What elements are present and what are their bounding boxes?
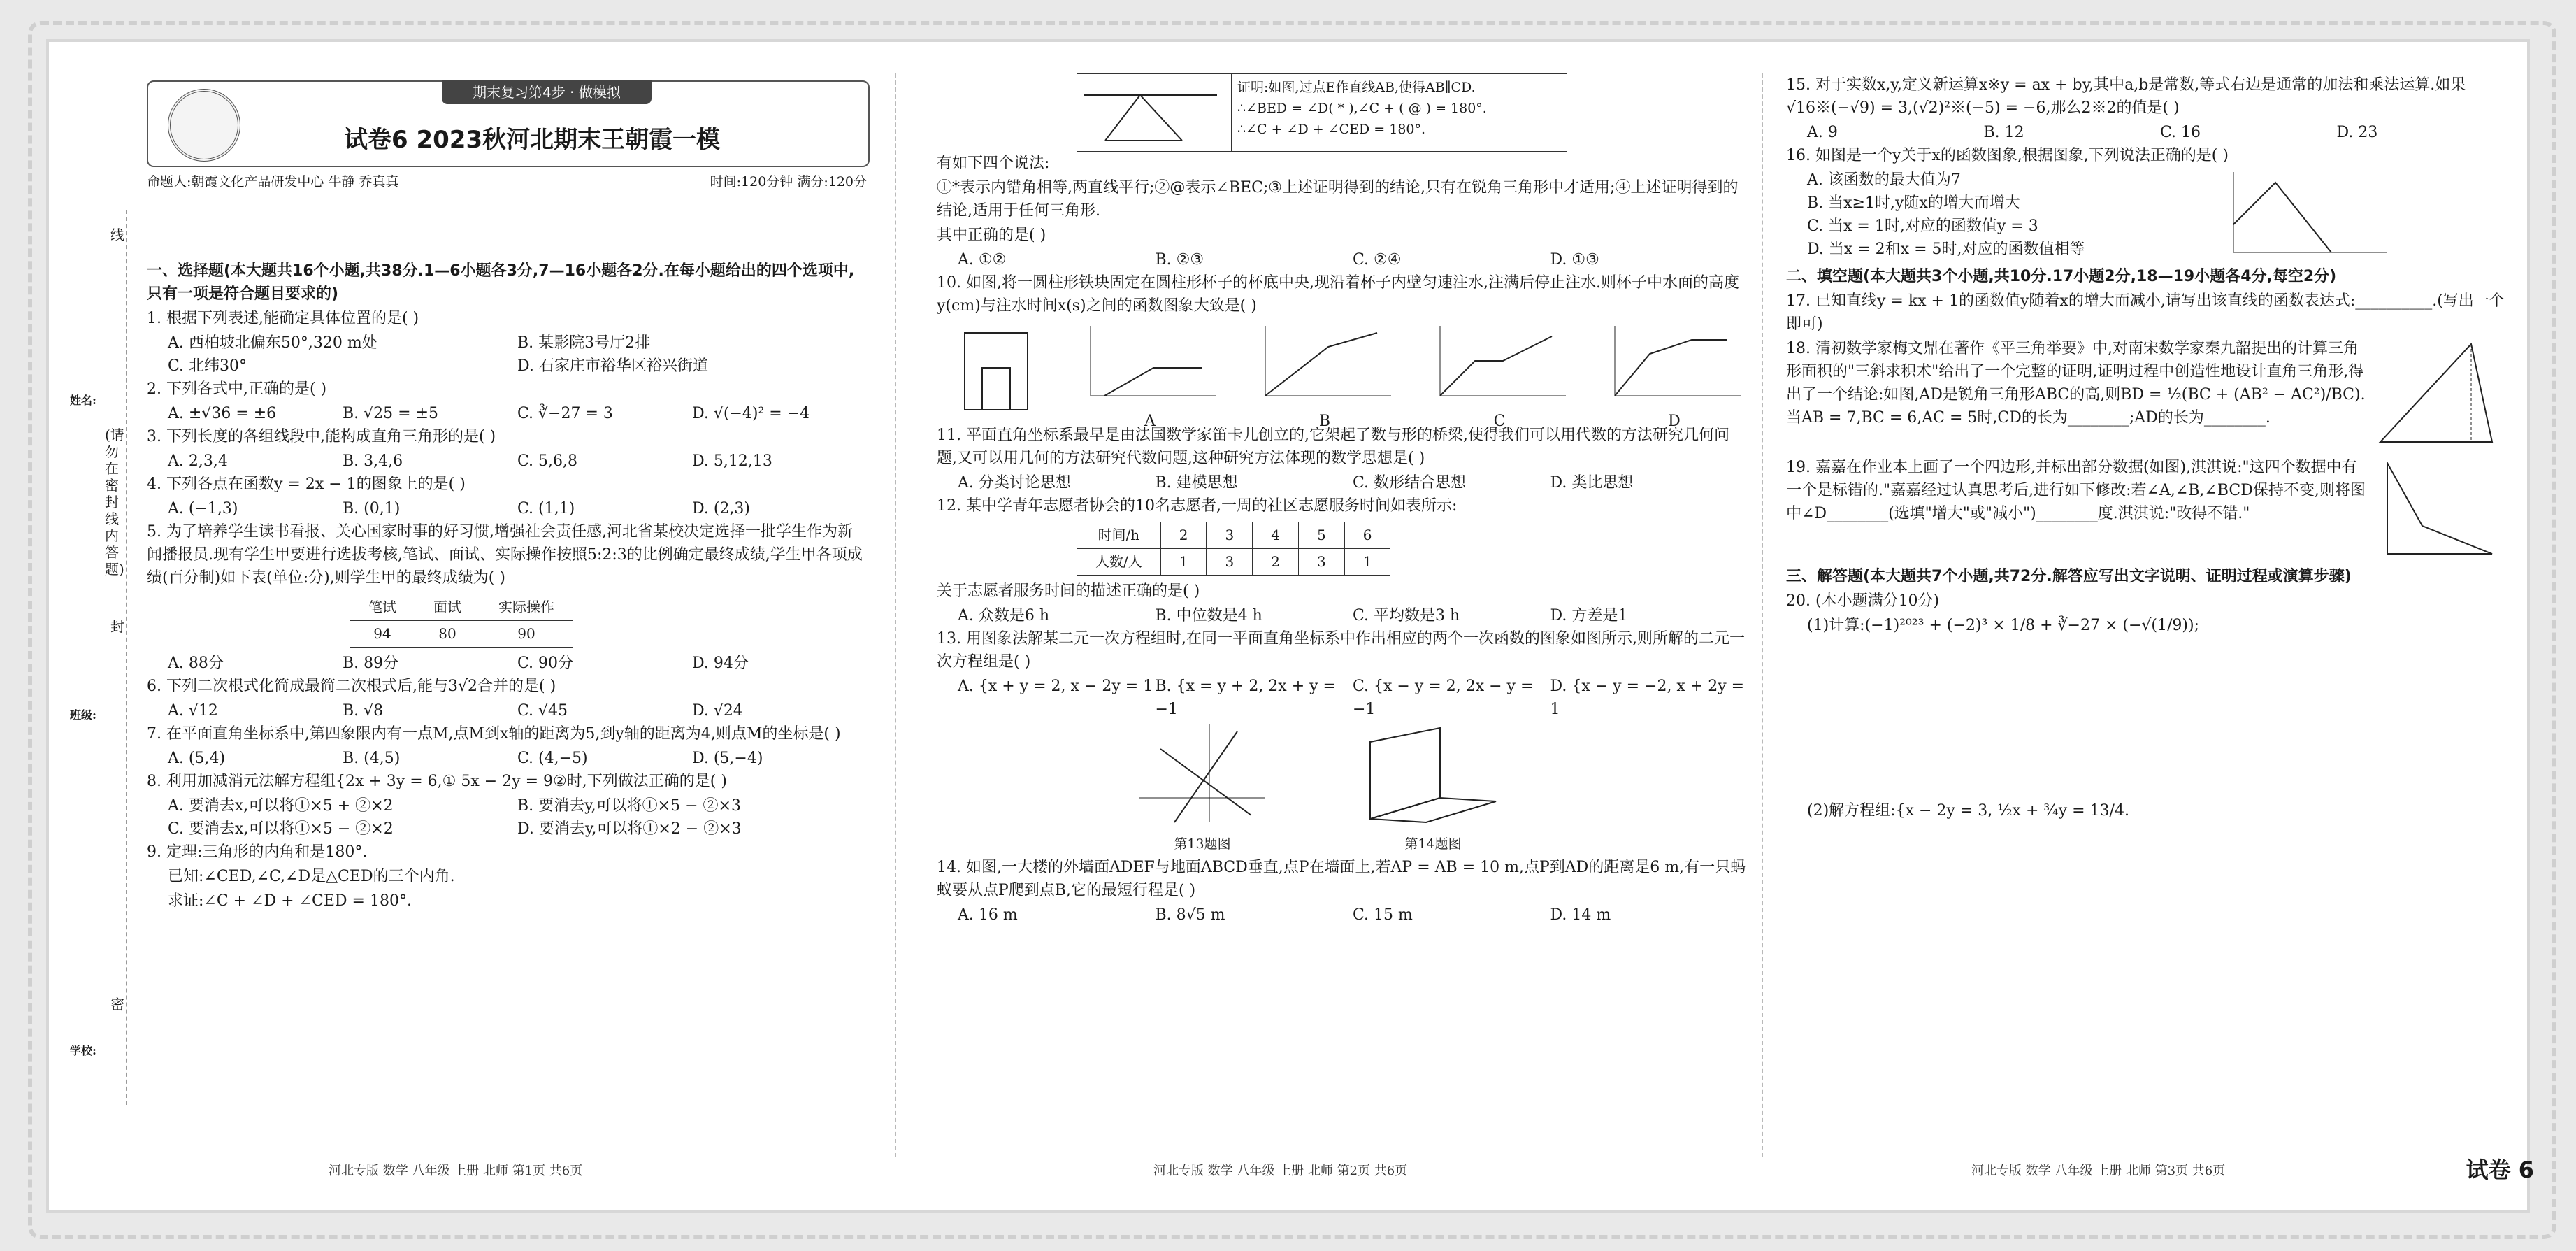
column-divider: [1762, 73, 1763, 1157]
option[interactable]: B. 89分: [343, 655, 399, 672]
options: [168, 402, 867, 425]
volunteer-table: [1077, 522, 1390, 576]
question-6: 6. 下列二次根式化简成最简二次根式后,能与3√2合并的是( ): [147, 678, 556, 695]
section-heading: 一、选择题(本大题共16个小题,共38分.1—6小题各3分,7—16小题各2分.在每小题给出的四个选项中,只有一项是符合题目要求的): [147, 262, 855, 303]
graph-option[interactable]: [1251, 319, 1398, 430]
graph-label: C: [1493, 413, 1506, 430]
option[interactable]: A. 该函数的最大值为7: [1807, 171, 1961, 189]
question-13: 13. 用图象法解某二元一次方程组时,在同一平面直角坐标系中作出相应的两个一次函数的图象如图所示,则所解的二元一次方程组是( ): [937, 630, 1745, 671]
option[interactable]: B. (0,1): [343, 500, 401, 517]
option[interactable]: A. ±√36 = ±6: [168, 405, 277, 422]
option[interactable]: B. 12: [1983, 124, 2024, 141]
option[interactable]: B. 3,4,6: [343, 452, 403, 470]
title-box: [147, 80, 870, 167]
option[interactable]: D. 要消去y,可以将①×2 − ②×3: [517, 820, 742, 838]
option[interactable]: D. 23: [2336, 124, 2378, 141]
triangle-figure: [1077, 74, 1231, 151]
graph-label: A: [1144, 413, 1156, 430]
option[interactable]: C. ∛−27 = 3: [517, 405, 613, 422]
option[interactable]: B. 当x≥1时,y随x的增大而增大: [1807, 194, 2020, 212]
option[interactable]: C. 90分: [517, 655, 574, 672]
option[interactable]: A. (−1,3): [168, 500, 238, 517]
answer-space[interactable]: [1786, 638, 2513, 799]
time-score: 时间:120分钟 满分:120分: [710, 174, 867, 190]
option[interactable]: A. 9: [1807, 124, 1838, 141]
option[interactable]: B. 要消去y,可以将①×5 − ②×3: [517, 797, 741, 815]
option[interactable]: A. 西柏坡北偏东50°,320 m处: [168, 334, 377, 352]
table-cell: 实际操作: [480, 594, 573, 621]
option[interactable]: D. √(−4)² = −4: [692, 405, 810, 422]
option[interactable]: B. 某影院3号厅2排: [517, 334, 651, 352]
column-divider: [895, 73, 896, 1157]
page-footer-2: 河北专版 数学 八年级 上册 北师 第2页 共6页: [1153, 1164, 1408, 1178]
column-1: [147, 255, 867, 914]
proof-box: [1077, 73, 1567, 152]
option[interactable]: C. 5,6,8: [517, 452, 578, 470]
figure-caption: 第13题图: [1174, 836, 1231, 852]
table-cell: 2: [1253, 549, 1299, 576]
question-5: 5. 为了培养学生读书看报、关心国家时事的好习惯,增强社会责任感,河北省某校决定选择一批学生作为新闻播报员.现有学生甲要进行选拔考核,笔试、面试、实际操作按照5:2:3的比例确定最终成绩,学生甲各项成绩(百分制)如下表(单位:分),则学生甲的最终成绩为( ): [147, 523, 863, 587]
meta-row: [147, 171, 867, 190]
options: [168, 794, 867, 841]
option[interactable]: A. 众数是6 h: [958, 607, 1050, 624]
option[interactable]: D. 石家庄市裕华区裕兴街道: [517, 357, 708, 375]
table-cell: 80: [415, 621, 480, 648]
paper-number: 试卷 6: [2466, 1157, 2534, 1183]
seal-close-label: 密: [110, 996, 124, 1013]
question-18: 18. 清初数学家梅文鼎在著作《平三角举要》中,对南宋数学家秦九韶提出的计算三角形面积的"三斜求积术"给出了一个完整的证明,证明过程中创造性地设计直角三角形,得出了一个结论:如图,AD是锐角三角形ABC的高,则BD = ½(BC + (AB² − AC²)/BC).当AB = 7,BC = 6,AC = 5时,CD的长为________;AD的长为________.: [1786, 340, 2366, 427]
option[interactable]: B. 中位数是4 h: [1155, 607, 1262, 624]
proof-line: ∴∠BED = ∠D( * ),∠C + ( @ ) = 180°.: [1237, 101, 1487, 116]
option[interactable]: A. 88分: [168, 655, 224, 672]
seal-seal-label: 封: [110, 618, 124, 635]
options: [1807, 121, 2513, 144]
table-cell: 3: [1207, 522, 1253, 549]
option[interactable]: D. √24: [692, 702, 743, 720]
option[interactable]: C. 数形结合思想: [1353, 474, 1467, 492]
graph-option[interactable]: [1426, 319, 1573, 430]
q16-graph: [2219, 169, 2394, 259]
option[interactable]: C. 平均数是3 h: [1353, 607, 1460, 624]
figures-13-14: [1132, 721, 1748, 856]
table-cell: 90: [480, 621, 573, 648]
option[interactable]: D. (2,3): [692, 500, 750, 517]
seal-line-label: 线: [110, 227, 124, 243]
option[interactable]: B. 8√5 m: [1155, 906, 1225, 924]
question-3: 3. 下列长度的各组线段中,能构成直角三角形的是( ): [147, 428, 496, 445]
question-7: 7. 在平面直角坐标系中,第四象限内有一点M,点M到x轴的距离为5,到y轴的距离为4,则点M的坐标是( ): [147, 725, 841, 743]
question-8: 8. 利用加减消元法解方程组{2x + 3y = 6,① 5x − 2y = 9②时,下列做法正确的是( ): [147, 773, 727, 790]
section-heading: 三、解答题(本大题共7个小题,共72分.解答应写出文字说明、证明过程或演算步骤): [1786, 568, 2352, 585]
options: [168, 652, 867, 675]
table-cell: 94: [350, 621, 415, 648]
option[interactable]: C. √45: [517, 702, 568, 720]
question-2: 2. 下列各式中,正确的是( ): [147, 380, 327, 398]
table-cell: 6: [1344, 522, 1390, 549]
graph-label: B: [1318, 413, 1331, 430]
lines-figure: [1132, 721, 1272, 826]
option[interactable]: C. 当x = 1时,对应的函数值y = 3: [1807, 217, 2038, 235]
graph-b: [1251, 319, 1398, 403]
option[interactable]: A. {x + y = 2, x − 2y = 1: [958, 678, 1153, 695]
question-9: 9. 定理:三角形的内角和是180°.: [147, 843, 368, 861]
q9-statements: ①*表示内错角相等,两直线平行;②@表示∠BEC;③上述证明得到的结论,只有在锐角三角形中才适用;④上述证明得到的结论,适用于任何三角形.: [937, 179, 1739, 220]
options: [168, 699, 867, 722]
option[interactable]: D. 当x = 2和x = 5时,对应的函数值相等: [1807, 241, 2085, 258]
graph-option[interactable]: [1077, 319, 1223, 430]
class-label: 班级:: [70, 708, 96, 722]
page-footer-3: 河北专版 数学 八年级 上册 北师 第3页 共6页: [1971, 1164, 2226, 1178]
q16-options: [1786, 169, 2219, 261]
table-cell: 人数/人: [1077, 549, 1161, 576]
proof-text: [1231, 74, 1492, 151]
q18-block: [1786, 337, 2513, 456]
options: [958, 604, 1748, 627]
option[interactable]: B. 建模思想: [1155, 474, 1238, 492]
column-3: [1786, 73, 2513, 824]
option[interactable]: C. (1,1): [517, 500, 575, 517]
question-9-prove: 求证:∠C + ∠D + ∠CED = 180°.: [168, 892, 412, 910]
brand-logo-icon: [168, 89, 240, 162]
options: [168, 497, 867, 520]
section-heading: 二、填空题(本大题共3个小题,共10分.17小题2分,18—19小题各4分,每空2分): [1786, 268, 2337, 285]
table-cell: 面试: [415, 594, 480, 621]
option[interactable]: C. 北纬30°: [168, 357, 247, 375]
graph-option[interactable]: [1601, 319, 1748, 430]
option[interactable]: D. {x − y = −2, x + 2y = 1: [1550, 678, 1745, 718]
table-cell: 3: [1298, 549, 1344, 576]
q9-ask: 其中正确的是( ): [937, 227, 1046, 244]
option[interactable]: A. (5,4): [168, 750, 226, 767]
question-12: 12. 某中学青年志愿者协会的10名志愿者,一周的社区志愿服务时间如表所示:: [937, 497, 1458, 515]
options: [168, 331, 867, 378]
figure-14: [1356, 721, 1510, 856]
option[interactable]: D. 14 m: [1550, 906, 1611, 924]
question-1: 1. 根据下列表述,能确定具体位置的是( ): [147, 310, 419, 327]
options: [958, 248, 1748, 271]
option[interactable]: A. 16 m: [958, 906, 1018, 924]
option[interactable]: D. 方差是1: [1550, 607, 1628, 624]
table-cell: 时间/h: [1077, 522, 1161, 549]
option[interactable]: C. 要消去x,可以将①×5 − ②×2: [168, 820, 394, 838]
seal-note: (请勿在密封线内答题): [105, 427, 124, 578]
question-9-given: 已知:∠CED,∠C,∠D是△CED的三个内角.: [168, 868, 455, 885]
option[interactable]: A. 2,3,4: [168, 452, 228, 470]
question-14: 14. 如图,一大楼的外墙面ADEF与地面ABCD垂直,点P在墙面上,若AP = AB = 10 m,点P到AD的距离是6 m,有一只蚂蚁要从点P爬到点B,它的最短行程是( ): [937, 859, 1746, 899]
option[interactable]: C. 15 m: [1353, 906, 1413, 924]
proof-line: 证明:如图,过点E作直线AB,使得AB∥CD.: [1237, 80, 1476, 95]
graph-a: [1077, 319, 1223, 403]
figure-caption: 第14题图: [1404, 836, 1462, 852]
question-4: 4. 下列各点在函数y = 2x − 1的图象上的是( ): [147, 476, 466, 493]
option[interactable]: D. (5,−4): [692, 750, 763, 767]
option[interactable]: D. 5,12,13: [692, 452, 772, 470]
column-2: [937, 73, 1748, 927]
question-11: 11. 平面直角坐标系最早是由法国数学家笛卡儿创立的,它架起了数与形的桥梁,使得我们可以用代数的方法研究几何问题,又可以用几何的方法研究代数问题,这种研究方法体现的数学思想是( ): [937, 427, 1729, 467]
q19-quadrilateral: [2366, 456, 2499, 561]
proof-line: ∴∠C + ∠D + ∠CED = 180°.: [1237, 122, 1426, 137]
option[interactable]: A. ①②: [958, 251, 1007, 269]
wall-figure: [1356, 721, 1510, 826]
graph-c: [1426, 319, 1573, 403]
question-20-part1: (1)计算:(−1)²⁰²³ + (−2)³ × 1/8 + ∛−27 × (−√(1/9));: [1807, 617, 2200, 634]
option[interactable]: A. √12: [168, 702, 218, 720]
school-label: 学校:: [70, 1044, 96, 1057]
name-label: 姓名:: [70, 394, 96, 407]
option[interactable]: A. 要消去x,可以将①×5 + ②×2: [168, 797, 394, 815]
option[interactable]: C. {x − y = 2, 2x − y = −1: [1353, 678, 1534, 718]
option[interactable]: A. 分类讨论思想: [958, 474, 1071, 492]
options: [958, 675, 1748, 721]
question-10: 10. 如图,将一圆柱形铁块固定在圆柱形杯子的杯底中央,现沿着杯子内壁匀速注水,注满后停止注水.则杯子中水面的高度y(cm)与注水时间x(s)之间的函数图象大致是( ): [937, 274, 1739, 315]
q10-graphs: [951, 319, 1748, 430]
q12-ask: 关于志愿者服务时间的描述正确的是( ): [937, 582, 1200, 600]
paper-title: 试卷6 2023秋河北期末王朝霞一模: [344, 126, 721, 154]
table-cell: 1: [1160, 549, 1207, 576]
options: [958, 903, 1748, 927]
table-cell: 2: [1160, 522, 1207, 549]
table-cell: 4: [1253, 522, 1299, 549]
seal-line: [126, 210, 127, 1105]
question-16: 16. 如图是一个y关于x的函数图象,根据图象,下列说法正确的是( ): [1786, 147, 2229, 164]
figure-13: [1132, 721, 1272, 856]
option[interactable]: D. 94分: [692, 655, 749, 672]
cup-figure: [951, 319, 1049, 424]
question-20: 20. (本小题满分10分): [1786, 592, 1940, 610]
options: [958, 471, 1748, 494]
q16-block: [1786, 169, 2513, 261]
table-cell: 1: [1344, 549, 1390, 576]
options: [168, 450, 867, 473]
table-cell: 笔试: [350, 594, 415, 621]
option[interactable]: B. ②③: [1155, 251, 1204, 269]
question-17: 17. 已知直线y = kx + 1的函数值y随着x的增大而减小,请写出该直线的函数表达式:__________.(写出一个即可): [1786, 292, 2505, 333]
option[interactable]: B. (4,5): [343, 750, 401, 767]
option[interactable]: D. ①③: [1550, 251, 1599, 269]
table-cell: 3: [1207, 549, 1253, 576]
option[interactable]: C. 16: [2160, 124, 2201, 141]
q18-triangle: [2366, 337, 2499, 456]
authors: 命题人:朝霞文化产品研发中心 牛静 乔真真: [147, 174, 399, 190]
option[interactable]: B. √8: [343, 702, 384, 720]
page-footer-1: 河北专版 数学 八年级 上册 北师 第1页 共6页: [329, 1164, 583, 1178]
graph-d: [1601, 319, 1748, 403]
option[interactable]: B. {x = y + 2, 2x + y = −1: [1155, 678, 1336, 718]
options: [168, 747, 867, 770]
question-20-part2: (2)解方程组:{x − 2y = 3, ½x + ¾y = 13/4.: [1807, 802, 2129, 820]
option[interactable]: C. (4,−5): [517, 750, 588, 767]
question-15: 15. 对于实数x,y,定义新运算x※y = ax + by,其中a,b是常数,等式右边是通常的加法和乘法运算.如果√16※(−√9) = 3,(√2)²※(−5) = −6,那么2※2的值是( ): [1786, 76, 2466, 117]
graph-label: D: [1668, 413, 1681, 430]
q9-statements-intro: 有如下四个说法:: [937, 155, 1050, 172]
question-19: 19. 嘉嘉在作业本上画了一个四边形,并标出部分数据(如图),淇淇说:"这四个数据中有一个是标错的."嘉嘉经过认真思考后,进行如下修改:若∠A,∠B,∠BCD保持不变,则将图中∠D________(选填"增大"或"减小")________度.淇淇说:"改得不错.": [1786, 459, 2366, 522]
option[interactable]: B. √25 = ±5: [343, 405, 439, 422]
option[interactable]: D. 类比思想: [1550, 474, 1634, 492]
table-cell: 5: [1298, 522, 1344, 549]
step-banner: 期末复习第4步 · 做模拟: [442, 80, 652, 104]
option[interactable]: C. ②④: [1353, 251, 1402, 269]
score-table: [350, 594, 573, 648]
q19-block: [1786, 456, 2513, 561]
